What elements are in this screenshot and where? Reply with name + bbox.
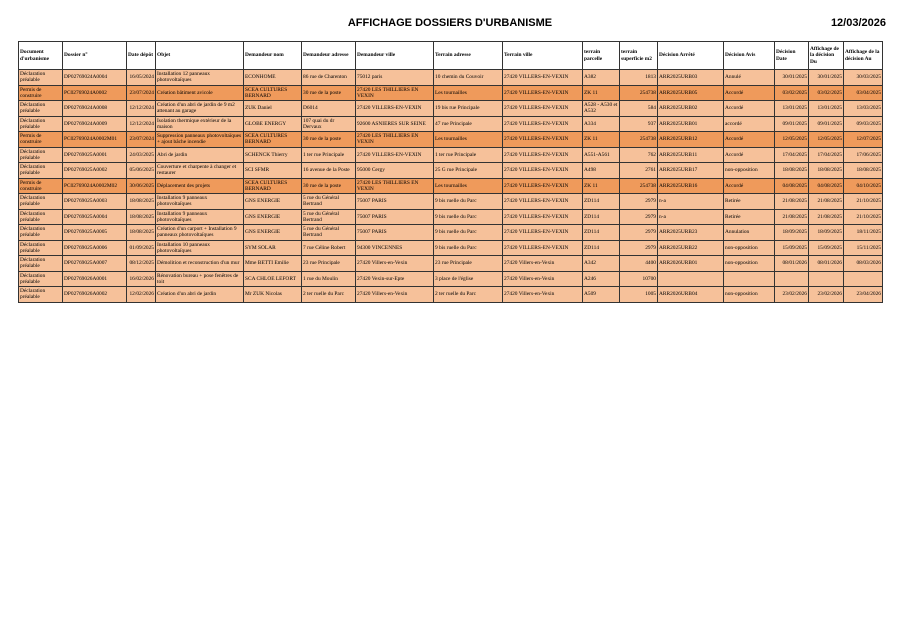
table-cell: A246 <box>583 271 620 287</box>
table-cell: Abri de jardin <box>156 147 244 163</box>
table-cell: 19 bis rue Principale <box>434 101 503 117</box>
table-cell: GNS ENERGIE <box>244 209 302 225</box>
table-cell: 18/08/2025 <box>127 194 156 210</box>
table-cell: Accordé <box>724 178 775 194</box>
table-cell: Déclaration préalable <box>19 116 63 132</box>
table-cell: 1 ter rue Principale <box>302 147 356 163</box>
table-cell: Déclaration préalable <box>19 240 63 256</box>
table-cell: Installation 10 panneaux photovoltaïques <box>156 240 244 256</box>
table-cell: Couverture et charpente à changer et restaurer <box>156 163 244 179</box>
table-cell: ARR2025URB11 <box>658 147 724 163</box>
table-cell: 05/06/2025 <box>127 163 156 179</box>
column-header: Demandeur adresse <box>302 42 356 70</box>
table-row <box>19 147 883 163</box>
table-cell: 937 <box>620 116 658 132</box>
table-cell: 23 rue Principale <box>302 256 356 272</box>
table-cell: ZK 11 <box>583 178 620 194</box>
table-cell: Installation 12 panneaux photovoltaïques <box>156 70 244 86</box>
table-cell: 09/01/2025 <box>775 116 809 132</box>
page-date: 12/03/2026 <box>830 17 886 29</box>
table-cell: Annulé <box>724 70 775 86</box>
table-cell: ZD114 <box>583 194 620 210</box>
table-cell: DP02769025A0005 <box>63 225 127 241</box>
urbanism-table <box>18 41 883 303</box>
table-cell: Les tournailles <box>434 132 503 148</box>
table-cell: Installation 9 panneaux photovoltaïques <box>156 209 244 225</box>
table-cell: ARR2025URB03 <box>658 70 724 86</box>
table-cell: 17/06/2025 <box>844 147 883 163</box>
table-cell: 584 <box>620 101 658 117</box>
table-cell: 86 rue de Charenton <box>302 70 356 86</box>
table-cell: 18/09/2025 <box>775 225 809 241</box>
column-header: Date dépôt <box>127 42 156 70</box>
table-cell: Accordé <box>724 147 775 163</box>
table-cell: A509 <box>583 287 620 303</box>
table-cell: ZUK Daniel <box>244 101 302 117</box>
table-cell: 27420 VILLERS-EN-VEXIN <box>503 163 583 179</box>
table-cell: 04/08/2025 <box>775 178 809 194</box>
table-cell: Déclaration préalable <box>19 256 63 272</box>
table-cell: 13/01/2025 <box>775 101 809 117</box>
table-cell: Déclaration préalable <box>19 101 63 117</box>
table-cell: 08/03/2026 <box>844 256 883 272</box>
table-row <box>19 178 883 194</box>
table-cell: 5 rue du Général Bertrand <box>302 209 356 225</box>
table-cell: DP02769025A0004 <box>63 209 127 225</box>
table-cell: Annulation <box>724 225 775 241</box>
table-cell: non-opposition <box>724 256 775 272</box>
table-cell: 27420 Villers-en-Vexin <box>503 256 583 272</box>
column-header: Terrain ville <box>503 42 583 70</box>
table-cell: non-opposition <box>724 163 775 179</box>
table-cell: 3 place de l'église <box>434 271 503 287</box>
column-header: Affichage de la décision Du <box>809 42 844 70</box>
table-cell: 12/02/2026 <box>127 287 156 303</box>
table-cell: Accordé <box>724 132 775 148</box>
table-cell: 12/07/2025 <box>844 132 883 148</box>
table-cell: 92600 ASNIERES SUR SEINE <box>356 116 434 132</box>
table-cell: GLOBE ENERGY <box>244 116 302 132</box>
table-cell: 30 rue de la poste <box>302 132 356 148</box>
table-cell: 03/04/2025 <box>844 85 883 101</box>
table-cell: 03/02/2025 <box>809 85 844 101</box>
table-row <box>19 194 883 210</box>
table-cell: ARR2025URB23 <box>658 225 724 241</box>
table-cell: A334 <box>583 116 620 132</box>
table-cell: Permis de construire <box>19 132 63 148</box>
table-cell: DP02769026A0001 <box>63 271 127 287</box>
table-cell: DP02769024A0004 <box>63 70 127 86</box>
table-cell: 08/01/2026 <box>809 256 844 272</box>
table-cell: accordé <box>724 116 775 132</box>
table-cell: Déplacement des projets <box>156 178 244 194</box>
table-cell: 9 bis ruelle du Parc <box>434 194 503 210</box>
table-cell: 04/10/2025 <box>844 178 883 194</box>
table-cell: ZD114 <box>583 240 620 256</box>
table-cell: 27420 VILLERS-EN-VEXIN <box>503 132 583 148</box>
table-cell: Les tournailles <box>434 178 503 194</box>
table-cell: 254738 <box>620 178 658 194</box>
table-cell: 27420 LES THILLIERS EN VEXIN <box>356 132 434 148</box>
table-row <box>19 271 883 287</box>
table-cell: 27420 VILLERS-EN-VEXIN <box>503 225 583 241</box>
table-cell: PC02769024A0002 <box>63 85 127 101</box>
column-header: Objet <box>156 42 244 70</box>
column-header: Décision Date <box>775 42 809 70</box>
table-row <box>19 85 883 101</box>
table-cell: 21/10/2025 <box>844 194 883 210</box>
column-header: Décision Avis <box>724 42 775 70</box>
table-cell: 12/12/2024 <box>127 116 156 132</box>
table-cell: 30/01/2025 <box>809 70 844 86</box>
table-cell: 08/12/2025 <box>127 256 156 272</box>
table-cell: Déclaration préalable <box>19 70 63 86</box>
table-cell: GNS ENERGIE <box>244 194 302 210</box>
table-row <box>19 70 883 86</box>
table-cell: 27420 VILLERS-EN-VEXIN <box>503 70 583 86</box>
table-cell: 21/08/2025 <box>775 209 809 225</box>
table-cell: n-a <box>658 209 724 225</box>
table-cell: ARR2025URB22 <box>658 240 724 256</box>
table-cell: 254738 <box>620 85 658 101</box>
table-cell: Création d'un abri de jardin <box>156 287 244 303</box>
table-cell: 4400 <box>620 256 658 272</box>
table-cell: Création bâtiment avicole <box>156 85 244 101</box>
table-row <box>19 209 883 225</box>
table-row <box>19 101 883 117</box>
table-cell: 5 rue du Général Bertrand <box>302 225 356 241</box>
table-cell: 24/03/2025 <box>127 147 156 163</box>
table-cell: 23 rue Principale <box>434 256 503 272</box>
table-cell: SCEA CULTURES BERNARD <box>244 178 302 194</box>
column-header: Document d'urbanisme <box>19 42 63 70</box>
table-cell: non-opposition <box>724 240 775 256</box>
table-cell: ARR2025URB12 <box>658 132 724 148</box>
table-cell: 75007 PARIS <box>356 209 434 225</box>
table-cell: 27420 VILLERS-EN-VEXIN <box>503 178 583 194</box>
table-cell: Suppression panneaux photovoltaïques + ajout bâche incendie <box>156 132 244 148</box>
table-cell: 75007 PARIS <box>356 194 434 210</box>
table-cell: ARR2026URB01 <box>658 256 724 272</box>
table-cell: 254738 <box>620 132 658 148</box>
table-cell: 27420 VILLERS-EN-VEXIN <box>503 147 583 163</box>
table-cell: DP02769025A0002 <box>63 163 127 179</box>
table-cell: 10700 <box>620 271 658 287</box>
table-cell: Déclaration préalable <box>19 163 63 179</box>
table-cell: Les tournailles <box>434 85 503 101</box>
table-cell: 10 chemin du Couvoir <box>434 70 503 86</box>
table-cell: 30 rue de la poste <box>302 178 356 194</box>
table-cell: ECONHOME <box>244 70 302 86</box>
table-cell: 21/08/2025 <box>809 194 844 210</box>
table-cell: 27420 VILLERS-EN-VEXIN <box>356 101 434 117</box>
table-cell: 12/12/2024 <box>127 101 156 117</box>
table-cell: 27420 Villers-en-Vexin <box>503 287 583 303</box>
table-cell: 13/03/2025 <box>844 101 883 117</box>
table-cell: 16/02/2026 <box>127 271 156 287</box>
table-cell: Permis de construire <box>19 85 63 101</box>
table-row <box>19 116 883 132</box>
table-cell: 18/11/2025 <box>844 225 883 241</box>
table-cell <box>775 271 809 287</box>
table-cell: ZD114 <box>583 225 620 241</box>
table-cell: SCEA CULTURES BERNARD <box>244 85 302 101</box>
table-cell: 47 rue Principale <box>434 116 503 132</box>
table-cell: Installation 9 panneaux photovoltaïques <box>156 194 244 210</box>
table-cell: 27420 VILLERS-EN-VEXIN <box>356 147 434 163</box>
table-cell: 12/05/2025 <box>809 132 844 148</box>
table-cell: 18/08/2025 <box>809 163 844 179</box>
table-cell: 27420 Villers-en-Vexin <box>356 287 434 303</box>
table-cell: 27420 VILLERS-EN-VEXIN <box>503 240 583 256</box>
table-cell: 2979 <box>620 240 658 256</box>
table-cell: DP02769024A0009 <box>63 116 127 132</box>
table-cell: ARR2025URB05 <box>658 85 724 101</box>
table-cell: 2 ter ruelle du Parc <box>302 287 356 303</box>
table-row <box>19 132 883 148</box>
table-cell: 27420 LES THILLIERS EN VEXIN <box>356 178 434 194</box>
table-cell: non-opposition <box>724 287 775 303</box>
table-cell: 13/01/2025 <box>809 101 844 117</box>
table-cell: DP02769025A0006 <box>63 240 127 256</box>
table-cell: Déclaration préalable <box>19 209 63 225</box>
column-header: terrain parcelle <box>583 42 620 70</box>
table-cell: 17/04/2025 <box>809 147 844 163</box>
table-cell <box>844 271 883 287</box>
table-cell: A342 <box>583 256 620 272</box>
table-cell: 27420 VILLERS-EN-VEXIN <box>503 116 583 132</box>
table-cell: ARR2025URB17 <box>658 163 724 179</box>
table-cell: 75007 PARIS <box>356 225 434 241</box>
table-row <box>19 256 883 272</box>
table-cell <box>724 271 775 287</box>
table-cell: 7 rue Céline Robert <box>302 240 356 256</box>
table-cell: 9 bis ruelle du Parc <box>434 240 503 256</box>
table-cell: 1 ter rue Principale <box>434 147 503 163</box>
table-cell: 12/05/2025 <box>775 132 809 148</box>
table-cell: 27420 VILLERS-EN-VEXIN <box>503 194 583 210</box>
table-cell: 30/01/2025 <box>775 70 809 86</box>
table-cell: 2979 <box>620 194 658 210</box>
table-cell: 27420 VILLERS-EN-VEXIN <box>503 101 583 117</box>
table-cell <box>658 271 724 287</box>
table-cell: Démolition et reconstruction d'un mur <box>156 256 244 272</box>
table-cell: ZK 11 <box>583 85 620 101</box>
table-cell: 94300 VINCENNES <box>356 240 434 256</box>
table-cell: n-a <box>658 194 724 210</box>
table-cell: Mr ZUK Nicolas <box>244 287 302 303</box>
table-cell: Accordé <box>724 101 775 117</box>
table-cell: 04/08/2025 <box>809 178 844 194</box>
table-cell: ARR2025URB02 <box>658 101 724 117</box>
column-header: Décision Arrêté <box>658 42 724 70</box>
table-cell: 23/07/2024 <box>127 85 156 101</box>
table-cell: A528 - A530 et A532 <box>583 101 620 117</box>
table-cell: 1813 <box>620 70 658 86</box>
table-cell: 09/03/2025 <box>844 116 883 132</box>
table-cell: 2979 <box>620 225 658 241</box>
table-cell: ARR2026URB04 <box>658 287 724 303</box>
column-header: Demandeur ville <box>356 42 434 70</box>
table-cell: DP02769025A0001 <box>63 147 127 163</box>
table-cell: 762 <box>620 147 658 163</box>
table-cell: ARR2025URB01 <box>658 116 724 132</box>
table-cell: 23/02/2026 <box>775 287 809 303</box>
table-cell: 1 rue du Moulin <box>302 271 356 287</box>
table-cell: ZD114 <box>583 209 620 225</box>
column-header: Dossier n° <box>63 42 127 70</box>
column-header: Affichage de la décision Au <box>844 42 883 70</box>
table-cell: DP02769026A0002 <box>63 287 127 303</box>
table-cell: 27420 VILLERS-EN-VEXIN <box>503 209 583 225</box>
column-header: Demandeur nom <box>244 42 302 70</box>
table-cell: 2 ter ruelle du Parc <box>434 287 503 303</box>
table-cell: 1005 <box>620 287 658 303</box>
table-cell: A382 <box>583 70 620 86</box>
table-cell: Rénovation bureau + pose fenêtres de toit <box>156 271 244 287</box>
table-cell: 18/08/2025 <box>127 209 156 225</box>
table-row <box>19 225 883 241</box>
table-cell: Retirée <box>724 194 775 210</box>
table-cell: 23/07/2024 <box>127 132 156 148</box>
table-cell: 01/09/2025 <box>127 240 156 256</box>
table-row <box>19 163 883 179</box>
table-cell: 09/01/2025 <box>809 116 844 132</box>
column-header: Terrain adresse <box>434 42 503 70</box>
page-title: AFFICHAGE DOSSIERS D'URBANISME <box>347 17 553 29</box>
table-cell: 08/01/2026 <box>775 256 809 272</box>
table-cell: PC02769024A0002M01 <box>63 132 127 148</box>
table-cell: GNS ENERGIE <box>244 225 302 241</box>
table-cell: 9 bis ruelle du Parc <box>434 209 503 225</box>
table-cell: DP02769025A0003 <box>63 194 127 210</box>
table-cell: 15/11/2025 <box>844 240 883 256</box>
table-cell: 23/04/2026 <box>844 287 883 303</box>
table-cell: 18/09/2025 <box>809 225 844 241</box>
table-cell: SCA CHLOE LEFORT <box>244 271 302 287</box>
table-cell: 18/08/2025 <box>775 163 809 179</box>
table-cell: PC02769024A0002M02 <box>63 178 127 194</box>
table-cell: Accordé <box>724 85 775 101</box>
table-row <box>19 240 883 256</box>
table-cell: 2761 <box>620 163 658 179</box>
table-cell: Déclaration préalable <box>19 271 63 287</box>
table-cell: Déclaration préalable <box>19 225 63 241</box>
table-cell: DP02769025A0007 <box>63 256 127 272</box>
table-cell: A551-A561 <box>583 147 620 163</box>
table-cell: Déclaration préalable <box>19 287 63 303</box>
table-cell: Retirée <box>724 209 775 225</box>
table-cell: 30/03/2025 <box>844 70 883 86</box>
table-cell: 2979 <box>620 209 658 225</box>
table-cell: 21/08/2025 <box>809 209 844 225</box>
table-cell: Mme BETTI Emilie <box>244 256 302 272</box>
table-cell: 03/02/2025 <box>775 85 809 101</box>
table-cell: 21/10/2025 <box>844 209 883 225</box>
table-cell: DP02769024A0008 <box>63 101 127 117</box>
table-cell: ARR2025URB16 <box>658 178 724 194</box>
table-cell: Déclaration préalable <box>19 147 63 163</box>
table-cell: 27420 Vexin-sur-Epte <box>356 271 434 287</box>
table-cell: 15/09/2025 <box>775 240 809 256</box>
table-cell: 21/08/2025 <box>775 194 809 210</box>
table-cell: 27420 Villers-en-Vexin <box>356 256 434 272</box>
table-cell: A498 <box>583 163 620 179</box>
table-cell: 16/05/2024 <box>127 70 156 86</box>
table-cell: 5 rue du Général Bertrand <box>302 194 356 210</box>
table-cell: Création d'un abri de jardin de 9 m2 attenant au garage <box>156 101 244 117</box>
table-cell: 9 bis ruelle du Parc <box>434 225 503 241</box>
table-cell: 18/08/2025 <box>127 225 156 241</box>
table-cell: Isolation thermique extérieur de la maison <box>156 116 244 132</box>
table-cell: SCHENCK Thierry <box>244 147 302 163</box>
table-cell: 107 quai du dr Dervaux <box>302 116 356 132</box>
table-cell <box>809 271 844 287</box>
table-row <box>19 287 883 303</box>
table-cell: 30 rue de la poste <box>302 85 356 101</box>
table-cell: SCEA CULTURES BERNARD <box>244 132 302 148</box>
column-header: terrain superficie m2 <box>620 42 658 70</box>
table-cell: 23/02/2026 <box>809 287 844 303</box>
table-cell: ZK 11 <box>583 132 620 148</box>
table-cell: Création d'un carport + Installation 9 panneaux photovoltaïques <box>156 225 244 241</box>
table-cell: 75012 paris <box>356 70 434 86</box>
table-cell: SCI SFMR <box>244 163 302 179</box>
table-cell: 27420 Villers-en-Vexin <box>503 271 583 287</box>
table-cell: 15/09/2025 <box>809 240 844 256</box>
table-cell: 30/06/2025 <box>127 178 156 194</box>
table-cell: Permis de construire <box>19 178 63 194</box>
table-cell: 17/04/2025 <box>775 147 809 163</box>
table-cell: SYM SOLAR <box>244 240 302 256</box>
table-cell: 95000 Cergy <box>356 163 434 179</box>
table-cell: 27420 LES THILLIERS EN VEXIN <box>356 85 434 101</box>
table-cell: 16 avenue de la Poste <box>302 163 356 179</box>
table-cell: 27420 VILLERS-EN-VEXIN <box>503 85 583 101</box>
table-header-row <box>19 42 883 70</box>
table-cell: 18/08/2025 <box>844 163 883 179</box>
table-cell: Déclaration préalable <box>19 194 63 210</box>
table-cell: D6014 <box>302 101 356 117</box>
table-cell: 25 G rue Principale <box>434 163 503 179</box>
